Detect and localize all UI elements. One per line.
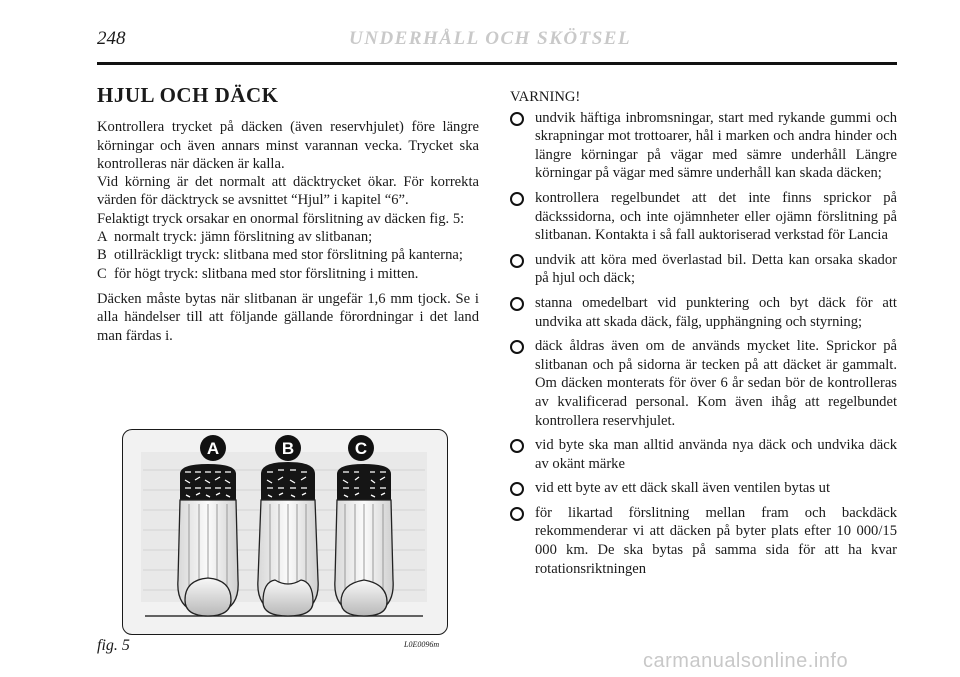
item-key: B [97, 247, 107, 264]
page-header [97, 28, 897, 54]
bullet-text: kontrollera regelbundet att det inte finns sprickor på däckssidorna, och inte ojämnheter eller ojämn förslitning på slitbanan. Kontakta i så fall auktoriserad verkstad för Lancia [535, 189, 897, 244]
label-a-badge [200, 435, 226, 461]
warning-heading: VARNING! [510, 89, 581, 105]
item-text: otillräckligt tryck: slitbana med stor förslitning på kanterna; [114, 247, 463, 264]
bullet-icon [510, 192, 524, 206]
page-number: 248 [97, 28, 126, 49]
chapter-title: HJUL OCH DÄCK [97, 83, 279, 107]
list-item [510, 294, 897, 331]
tire-c-icon [335, 464, 393, 616]
bullet-text: vid byte ska man alltid använda nya däck och undvika däck av okänt märke [535, 437, 897, 472]
header-rule [97, 62, 897, 65]
tire-wear-illustration [123, 430, 447, 634]
bullet-text: för likartad förslitning mellan fram och backdäck rekommenderar vi att däcken på byter plats efter 10 000/15 000 km. De ska bytas på samma sida för att ha kvar rotationsriktningen [535, 504, 897, 577]
paragraph-pressure-increase: Vid körning är det normalt att däcktrycket ökar. För korrekta värden för däcktryck se avsnittet “Hjul” i kapitel “6”. [97, 174, 479, 209]
tire-b-icon [258, 462, 318, 616]
section-title: UNDERHÅLL OCH SKÖTSEL [349, 28, 632, 49]
item-key: C [97, 265, 107, 282]
label-b-badge [275, 435, 301, 461]
bullet-icon [510, 482, 524, 496]
bullet-text: vid ett byte av ett däck skall även ventilen bytas ut [535, 480, 831, 497]
list-item [510, 504, 897, 578]
list-item [510, 189, 897, 245]
item-text: normalt tryck: jämn förslitning av slitbanan; [114, 229, 373, 246]
paragraph-tread-depth: Däcken måste bytas när slitbanan är ungefär 1,6 mm tjock. Se i alla händelser till att följande gällande förordningar i det land man färdas i. [97, 290, 479, 344]
bullet-text: däck åldras även om de används mycket lite. Sprickor på slitbanan och på sidorna är tecken på att däcket är gammalt. Om däcken monterats för över 6 år sedan bör de kontrolleras av kvalificerad personal. Kom även ihåg att regelbundet kontrollera reservhjulet. [535, 338, 897, 429]
tire-wear-figure [122, 429, 448, 635]
label-c: C [354, 439, 368, 458]
paragraph-wrong-pressure: Felaktigt tryck orsakar en onormal förslitning av däcken fig. 5: [97, 210, 465, 227]
list-item [510, 337, 897, 430]
list-item [97, 228, 479, 246]
bullet-icon [510, 297, 524, 311]
bullet-icon [510, 340, 524, 354]
bullet-text: stanna omedelbart vid punktering och byt däck för att undvika att skada däck, fälg, upphängning och styrning; [535, 294, 897, 330]
label-b: B [281, 439, 295, 458]
list-item [510, 109, 897, 183]
bullet-text: undvik att köra med överlastad bil. Detta kan orsaka skador på hjul och däck; [535, 251, 897, 287]
watermark-text: carmanualsonline.info [643, 650, 849, 672]
list-item [97, 246, 479, 264]
label-c-badge [348, 435, 374, 461]
item-text: för högt tryck: slitbana med stor förslitning i mitten. [114, 265, 419, 282]
bullet-icon [510, 439, 524, 453]
bullet-icon [510, 507, 524, 521]
bullet-text: undvik häftiga inbromsningar, start med rykande gummi och skrapningar mot trottoarer, hål i marken och andra hinder och längre körningar på vägar med sämre underhåll Längre körningar på vägar med sämre underhåll kan skada däcken; [535, 109, 897, 182]
figure-caption: fig. 5 [97, 637, 130, 654]
list-item [510, 479, 897, 498]
tire-a-icon [178, 464, 238, 616]
list-item [510, 436, 897, 473]
figure-code: L0E0096m [404, 640, 440, 649]
list-item [510, 251, 897, 288]
paragraph-pressure-check: Kontrollera trycket på däcken (även reservhjulet) före längre körningar och även annars minst varannan vecka. Trycket ska kontrolleras när däcken är kalla. [97, 119, 479, 172]
item-key: A [97, 229, 108, 246]
wear-list [97, 228, 479, 283]
warning-list [510, 109, 897, 579]
right-column [510, 88, 897, 584]
list-item [97, 265, 479, 283]
label-a: A [206, 439, 220, 458]
bullet-icon [510, 254, 524, 268]
bullet-icon [510, 112, 524, 126]
left-column [97, 83, 479, 345]
